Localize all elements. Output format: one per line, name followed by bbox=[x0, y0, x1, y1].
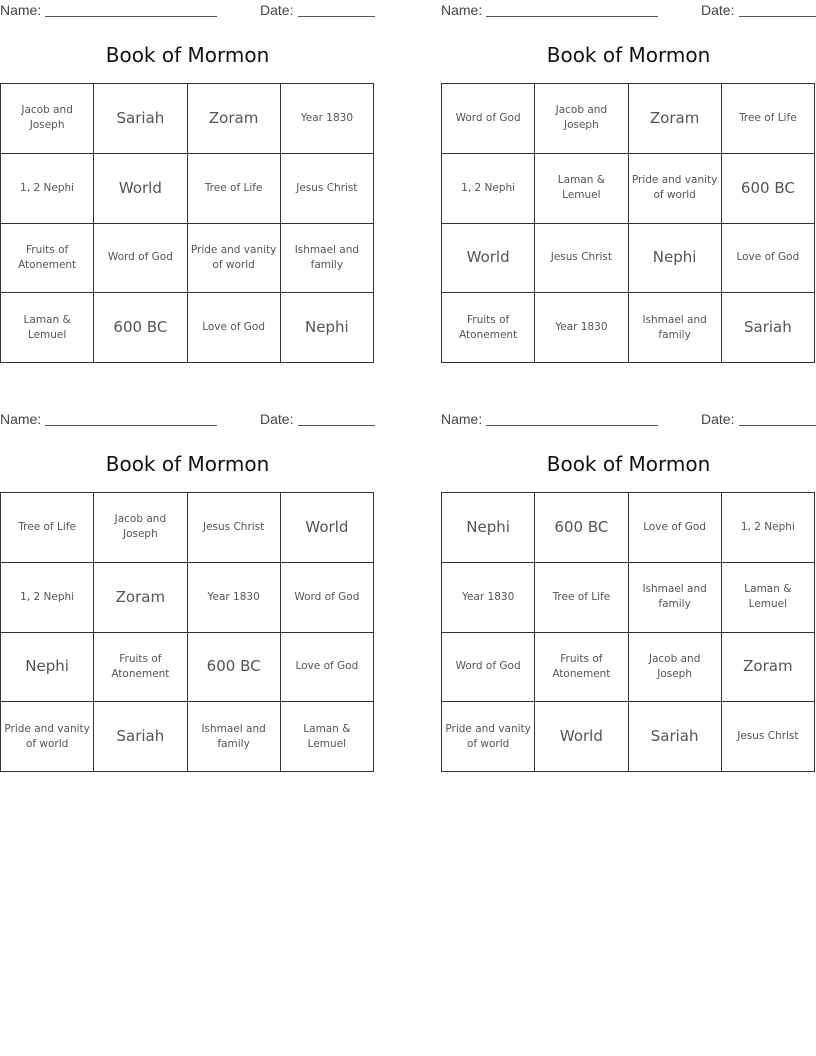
bingo-cell-text: Fruits of Atonement bbox=[18, 243, 77, 271]
card-header bbox=[441, 409, 816, 431]
bingo-cell[interactable] bbox=[629, 84, 722, 154]
bingo-cell[interactable] bbox=[629, 702, 722, 772]
bingo-cell-text: World bbox=[466, 248, 510, 267]
bingo-cell-text: Zoram bbox=[743, 657, 793, 676]
bingo-cell-text: Word of God bbox=[455, 111, 521, 124]
bingo-cell-text: Ishmael and family bbox=[642, 583, 707, 611]
bingo-cell-text: World bbox=[559, 727, 603, 746]
date-label: Date: bbox=[260, 2, 294, 18]
bingo-cell-text: Year 1830 bbox=[555, 321, 608, 334]
bingo-cell-text: Sariah bbox=[744, 318, 792, 337]
bingo-cell[interactable] bbox=[722, 702, 815, 772]
bingo-cell[interactable] bbox=[94, 493, 187, 563]
date-blank-line[interactable] bbox=[298, 425, 375, 426]
bingo-cell-text: Tree of Life bbox=[552, 590, 611, 603]
bingo-cell-text: Laman & Lemuel bbox=[557, 174, 605, 202]
bingo-cell[interactable] bbox=[442, 154, 535, 224]
bingo-cell-text: Love of God bbox=[736, 251, 800, 264]
bingo-cell[interactable] bbox=[281, 633, 374, 703]
bingo-grid bbox=[441, 492, 815, 772]
bingo-cell[interactable] bbox=[442, 224, 535, 294]
bingo-cell-text: Zoram bbox=[115, 587, 166, 606]
bingo-cell[interactable] bbox=[722, 154, 815, 224]
bingo-cell[interactable] bbox=[1, 293, 94, 363]
bingo-cell-text: 1, 2 Nephi bbox=[740, 520, 795, 533]
bingo-cell-text: Word of God bbox=[455, 660, 521, 673]
bingo-cell-text: Pride and vanity of world bbox=[445, 722, 531, 750]
bingo-cell[interactable] bbox=[188, 84, 281, 154]
name-blank-line[interactable] bbox=[45, 16, 217, 17]
bingo-cell-text: Fruits of Atonement bbox=[552, 652, 611, 680]
bingo-cell-text: Word of God bbox=[294, 590, 360, 603]
bingo-cell[interactable] bbox=[442, 563, 535, 633]
bingo-cell-text: Laman & Lemuel bbox=[744, 583, 792, 611]
name-label: Name: bbox=[441, 411, 483, 427]
bingo-grid bbox=[0, 83, 374, 363]
bingo-cell[interactable] bbox=[281, 493, 374, 563]
bingo-cell[interactable] bbox=[281, 702, 374, 772]
bingo-cell-text: World bbox=[305, 517, 349, 536]
bingo-cell-text: Nephi bbox=[466, 517, 510, 536]
bingo-cell[interactable] bbox=[1, 702, 94, 772]
bingo-cell[interactable] bbox=[535, 702, 628, 772]
bingo-cell[interactable] bbox=[722, 563, 815, 633]
bingo-cell-text: Laman & Lemuel bbox=[23, 313, 71, 341]
bingo-cell-text: Jesus Christ bbox=[296, 181, 358, 194]
bingo-cell[interactable] bbox=[629, 633, 722, 703]
bingo-cell-text: Jacob and Joseph bbox=[555, 104, 608, 132]
bingo-cell[interactable] bbox=[188, 563, 281, 633]
bingo-grid bbox=[441, 83, 815, 363]
bingo-cell-text: Nephi bbox=[305, 318, 349, 337]
card-header bbox=[0, 0, 375, 22]
name-blank-line[interactable] bbox=[486, 425, 658, 426]
card-title: Book of Mormon bbox=[105, 43, 270, 67]
bingo-cell-text: 600 BC bbox=[206, 657, 261, 676]
bingo-card-3 bbox=[0, 409, 375, 773]
name-label: Name: bbox=[0, 2, 42, 18]
bingo-cell-text: Pride and vanity of world bbox=[631, 174, 718, 202]
bingo-cell[interactable] bbox=[535, 493, 628, 563]
bingo-cell-text: Laman & Lemuel bbox=[303, 722, 351, 750]
name-blank-line[interactable] bbox=[486, 16, 658, 17]
bingo-cell-text: 1, 2 Nephi bbox=[20, 181, 75, 194]
bingo-cell[interactable] bbox=[722, 84, 815, 154]
date-blank-line[interactable] bbox=[298, 16, 375, 17]
bingo-cell-text: Ishmael and family bbox=[201, 722, 266, 750]
bingo-cell[interactable] bbox=[442, 493, 535, 563]
bingo-cell-text: Jacob and Joseph bbox=[648, 652, 701, 680]
bingo-cell-text: Jesus Christ bbox=[737, 730, 799, 743]
bingo-cell-text: Ishmael and family bbox=[294, 243, 360, 271]
bingo-cell-text: Love of God bbox=[295, 660, 359, 673]
bingo-cell[interactable] bbox=[281, 84, 374, 154]
bingo-cell-text: 600 BC bbox=[740, 178, 795, 197]
bingo-cell-text: Year 1830 bbox=[300, 111, 354, 124]
date-label: Date: bbox=[260, 411, 294, 427]
bingo-cell-text: Jesus Christ bbox=[202, 520, 265, 533]
bingo-cell[interactable] bbox=[281, 293, 374, 363]
bingo-cell-text: Nephi bbox=[652, 248, 697, 267]
bingo-cell-text: Pride and vanity of world bbox=[4, 722, 90, 750]
bingo-cell[interactable] bbox=[188, 702, 281, 772]
name-label: Name: bbox=[441, 2, 483, 18]
bingo-cell[interactable] bbox=[1, 493, 94, 563]
bingo-cell[interactable] bbox=[188, 493, 281, 563]
bingo-cell-text: Love of God bbox=[202, 321, 266, 334]
bingo-cell-text: Nephi bbox=[25, 657, 69, 676]
bingo-cell[interactable] bbox=[535, 633, 628, 703]
bingo-cell[interactable] bbox=[535, 563, 628, 633]
bingo-cell-text: 600 BC bbox=[113, 318, 168, 337]
bingo-cell[interactable] bbox=[535, 293, 628, 363]
bingo-cell-text: Year 1830 bbox=[207, 590, 260, 603]
bingo-grid bbox=[0, 492, 374, 772]
name-blank-line[interactable] bbox=[45, 425, 217, 426]
bingo-cell[interactable] bbox=[94, 633, 187, 703]
bingo-cell-text: Zoram bbox=[649, 108, 700, 127]
bingo-cell[interactable] bbox=[722, 633, 815, 703]
bingo-cell-text: Ishmael and family bbox=[642, 313, 707, 341]
bingo-cell[interactable] bbox=[281, 154, 374, 224]
date-label: Date: bbox=[701, 411, 735, 427]
bingo-cell[interactable] bbox=[535, 224, 628, 294]
bingo-cell[interactable] bbox=[535, 154, 628, 224]
bingo-cell[interactable] bbox=[281, 224, 374, 294]
card-header bbox=[441, 0, 816, 22]
bingo-cell[interactable] bbox=[629, 293, 722, 363]
bingo-cell[interactable] bbox=[629, 154, 722, 224]
bingo-cell[interactable] bbox=[94, 224, 187, 294]
bingo-cell[interactable] bbox=[722, 293, 815, 363]
bingo-cell[interactable] bbox=[1, 224, 94, 294]
bingo-cell-text: Love of God bbox=[643, 520, 707, 533]
bingo-cell-text: Year 1830 bbox=[461, 590, 515, 603]
bingo-cell[interactable] bbox=[442, 702, 535, 772]
card-header bbox=[0, 409, 375, 431]
bingo-cell[interactable] bbox=[442, 84, 535, 154]
date-blank-line[interactable] bbox=[739, 425, 816, 426]
bingo-cell-text: Pride and vanity of world bbox=[190, 243, 277, 271]
bingo-cell-text: 1, 2 Nephi bbox=[461, 181, 516, 194]
bingo-cell[interactable] bbox=[722, 493, 815, 563]
date-label: Date: bbox=[701, 2, 735, 18]
bingo-card-2 bbox=[441, 0, 816, 364]
bingo-cell-text: Zoram bbox=[208, 108, 259, 127]
bingo-cell[interactable] bbox=[94, 563, 187, 633]
bingo-cell-text: Tree of Life bbox=[204, 181, 263, 194]
bingo-cell[interactable] bbox=[281, 563, 374, 633]
bingo-cell[interactable] bbox=[629, 493, 722, 563]
bingo-cell-text: Fruits of Atonement bbox=[459, 313, 518, 341]
name-label: Name: bbox=[0, 411, 42, 427]
bingo-cell[interactable] bbox=[1, 84, 94, 154]
bingo-cell[interactable] bbox=[1, 633, 94, 703]
bingo-cell[interactable] bbox=[1, 154, 94, 224]
bingo-cell[interactable] bbox=[94, 154, 187, 224]
card-title: Book of Mormon bbox=[105, 452, 270, 476]
bingo-cell[interactable] bbox=[535, 84, 628, 154]
bingo-cell[interactable] bbox=[1, 563, 94, 633]
bingo-cell[interactable] bbox=[188, 293, 281, 363]
card-title: Book of Mormon bbox=[546, 43, 711, 67]
bingo-cell-text: Tree of Life bbox=[18, 520, 76, 533]
bingo-cell-text: Sariah bbox=[116, 727, 165, 746]
bingo-cell[interactable] bbox=[188, 633, 281, 703]
bingo-cell-text: Jesus Christ bbox=[550, 251, 613, 264]
date-blank-line[interactable] bbox=[739, 16, 816, 17]
bingo-cell-text: 600 BC bbox=[554, 517, 609, 536]
bingo-cell-text: World bbox=[118, 178, 162, 197]
bingo-cell[interactable] bbox=[442, 293, 535, 363]
bingo-cell[interactable] bbox=[188, 224, 281, 294]
bingo-cell[interactable] bbox=[629, 224, 722, 294]
bingo-cell[interactable] bbox=[188, 154, 281, 224]
bingo-cell-text: Word of God bbox=[107, 251, 173, 264]
bingo-cell[interactable] bbox=[94, 702, 187, 772]
bingo-cell[interactable] bbox=[94, 84, 187, 154]
bingo-card-4 bbox=[441, 409, 816, 773]
bingo-cell-text: Sariah bbox=[650, 727, 699, 746]
bingo-cell[interactable] bbox=[442, 633, 535, 703]
bingo-cell-text: Sariah bbox=[116, 108, 165, 127]
bingo-cell-text: Jacob and Joseph bbox=[114, 513, 167, 541]
bingo-cell[interactable] bbox=[722, 224, 815, 294]
bingo-cell-text: 1, 2 Nephi bbox=[20, 590, 75, 603]
bingo-cell[interactable] bbox=[94, 293, 187, 363]
bingo-cell[interactable] bbox=[629, 563, 722, 633]
bingo-cell-text: Tree of Life bbox=[739, 111, 797, 124]
card-title: Book of Mormon bbox=[546, 452, 711, 476]
bingo-card-1 bbox=[0, 0, 375, 364]
bingo-cell-text: Fruits of Atonement bbox=[111, 652, 170, 680]
bingo-cell-text: Jacob and Joseph bbox=[21, 104, 73, 132]
